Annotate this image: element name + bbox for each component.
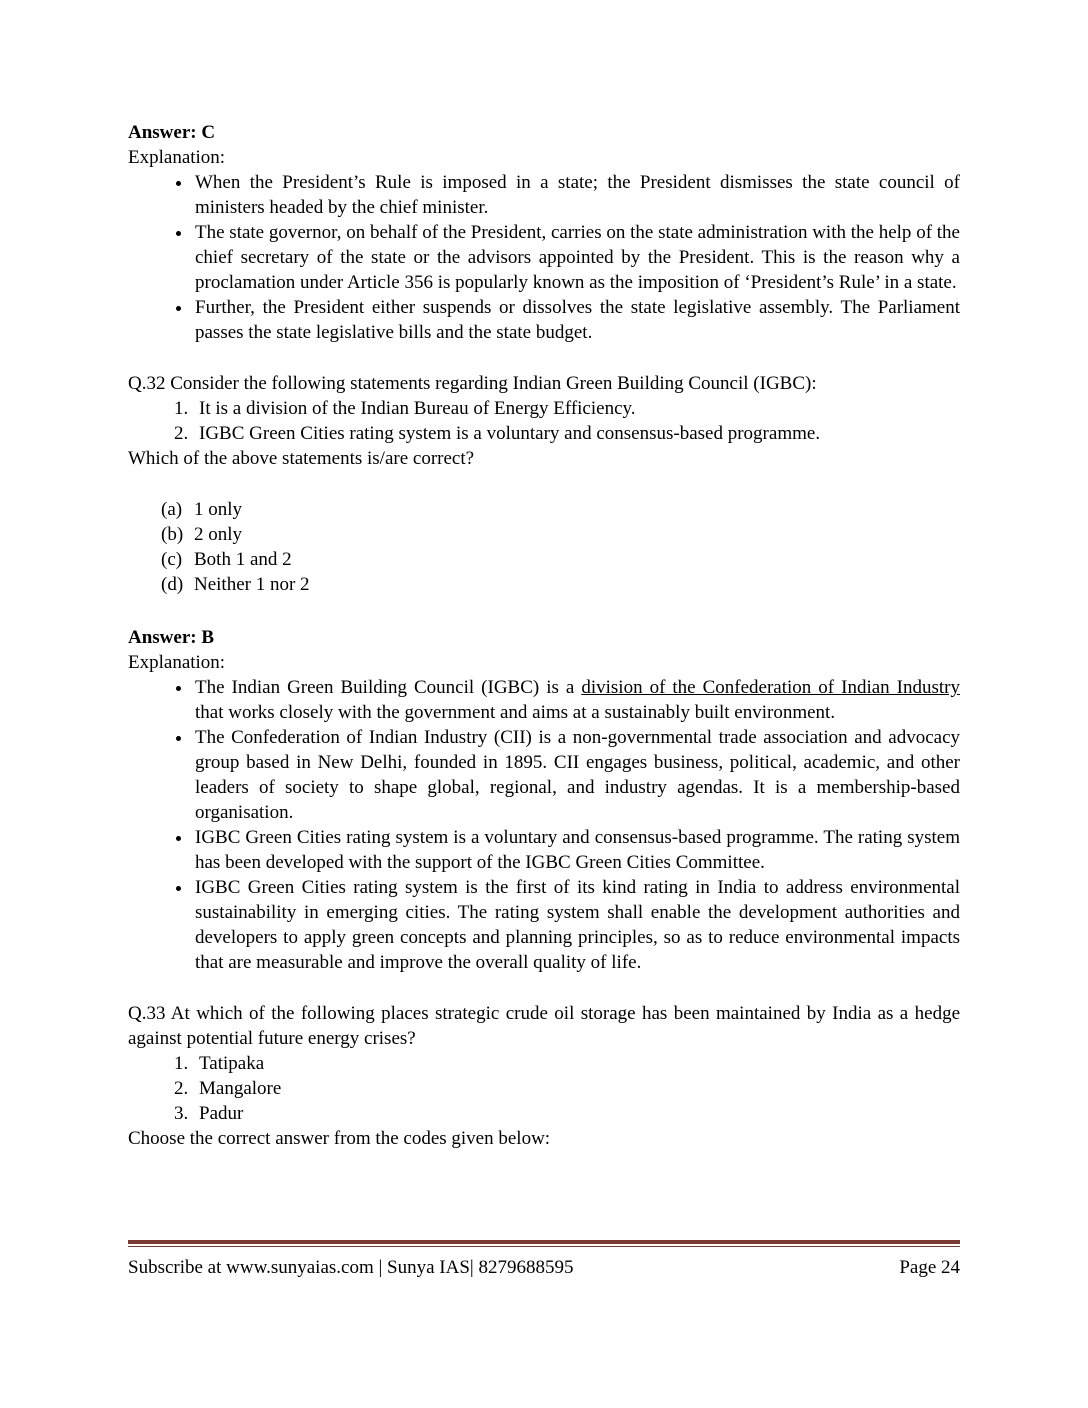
option-text: Neither 1 nor 2 — [194, 574, 310, 595]
bullet-item: • When the President’s Rule is imposed in a state; the President dismisses the state council of ministers headed by the chief minister. — [193, 170, 960, 220]
option-b — [161, 522, 960, 547]
answer-b-explanation-label: Explanation: — [128, 652, 226, 673]
statement-item: 2. IGBC Green Cities rating system is a voluntary and consensus-based programme. — [193, 421, 960, 446]
option-key: (b) — [161, 524, 184, 545]
option-text: 2 only — [194, 524, 243, 545]
underlined-phrase: division of the Confederation of Indian Industry — [581, 677, 960, 698]
option-c — [161, 547, 960, 572]
bullet-item: • IGBC Green Cities rating system is a voluntary and consensus-based programme. The rating system has been developed with the support of the IGBC Green Cities Committee. — [193, 825, 960, 875]
page-number: Page 24 — [899, 1257, 960, 1278]
bullet-item: • The state governor, on behalf of the President, carries on the state administration with the help of the chief secretary of the state or the advisors appointed by the President. This is the reason why a proclamation under Article 356 is popularly known as the imposition of ‘President’s Rule’ in a state. — [193, 220, 960, 295]
list-item: 2. Mangalore — [193, 1076, 960, 1101]
option-a — [161, 497, 960, 522]
list-item: 1. Tatipaka — [193, 1051, 960, 1076]
statement-item: 1. It is a division of the Indian Bureau of Energy Efficiency. — [193, 396, 960, 421]
question-32-prompt: Which of the above statements is/are correct? — [128, 448, 475, 469]
question-32-options — [161, 497, 960, 597]
footer-subscribe-text — [128, 1255, 573, 1280]
question-33-items — [128, 1051, 960, 1126]
option-key: (d) — [161, 574, 184, 595]
site-link[interactable]: www.sunyaias.com — [226, 1257, 374, 1278]
option-text: 1 only — [194, 499, 243, 520]
option-text: Both 1 and 2 — [194, 549, 292, 570]
option-key: (c) — [161, 549, 183, 570]
answer-c-bullet-list — [128, 170, 960, 345]
question-33-stem: Q.33 At which of the following places strategic crude oil storage has been maintained by India as a hedge against potential future energy crises? — [128, 1003, 960, 1049]
footer-rule — [128, 1240, 960, 1247]
question-33-closing: Choose the correct answer from the codes given below: — [128, 1128, 551, 1149]
page-footer — [128, 1240, 960, 1280]
option-key: (a) — [161, 499, 183, 520]
question-32-statements — [128, 396, 960, 446]
option-d — [161, 572, 960, 597]
question-32-stem: Q.32 Consider the following statements regarding Indian Green Building Council (IGBC): — [128, 373, 817, 394]
bullet-item — [193, 675, 960, 725]
bullet-item: • IGBC Green Cities rating system is the first of its kind rating in India to address environmental sustainability in emerging cities. The rating system shall enable the development authorities and developers to apply green concepts and planning principles, so as to reduce environmental impacts that are measurable and improve the overall quality of life. — [193, 875, 960, 975]
bullet-text-pre: The Indian Green Building Council (IGBC) is a — [195, 677, 582, 698]
bullet-text-post: that works closely with the government and aims at a sustainably built environment. — [195, 702, 836, 723]
answer-c-explanation-label: Explanation: — [128, 147, 226, 168]
answer-b-bullet-list — [128, 675, 960, 975]
answer-b-label: Answer: B — [128, 627, 215, 648]
subscribe-prefix: Subscribe at — [128, 1257, 227, 1278]
subscribe-suffix: | Sunya IAS| 8279688595 — [373, 1257, 574, 1278]
list-item: 3. Padur — [193, 1101, 960, 1126]
answer-c-label: Answer: C — [128, 122, 216, 143]
bullet-item: • Further, the President either suspends or dissolves the state legislative assembly. The Parliament passes the state legislative bills and the state budget. — [193, 295, 960, 345]
bullet-item: • The Confederation of Indian Industry (CII) is a non-governmental trade association and advocacy group based in New Delhi, founded in 1895. CII engages business, political, academic, and other leaders of society to shape global, regional, and industry agendas. It is a membership-based organisation. — [193, 725, 960, 825]
